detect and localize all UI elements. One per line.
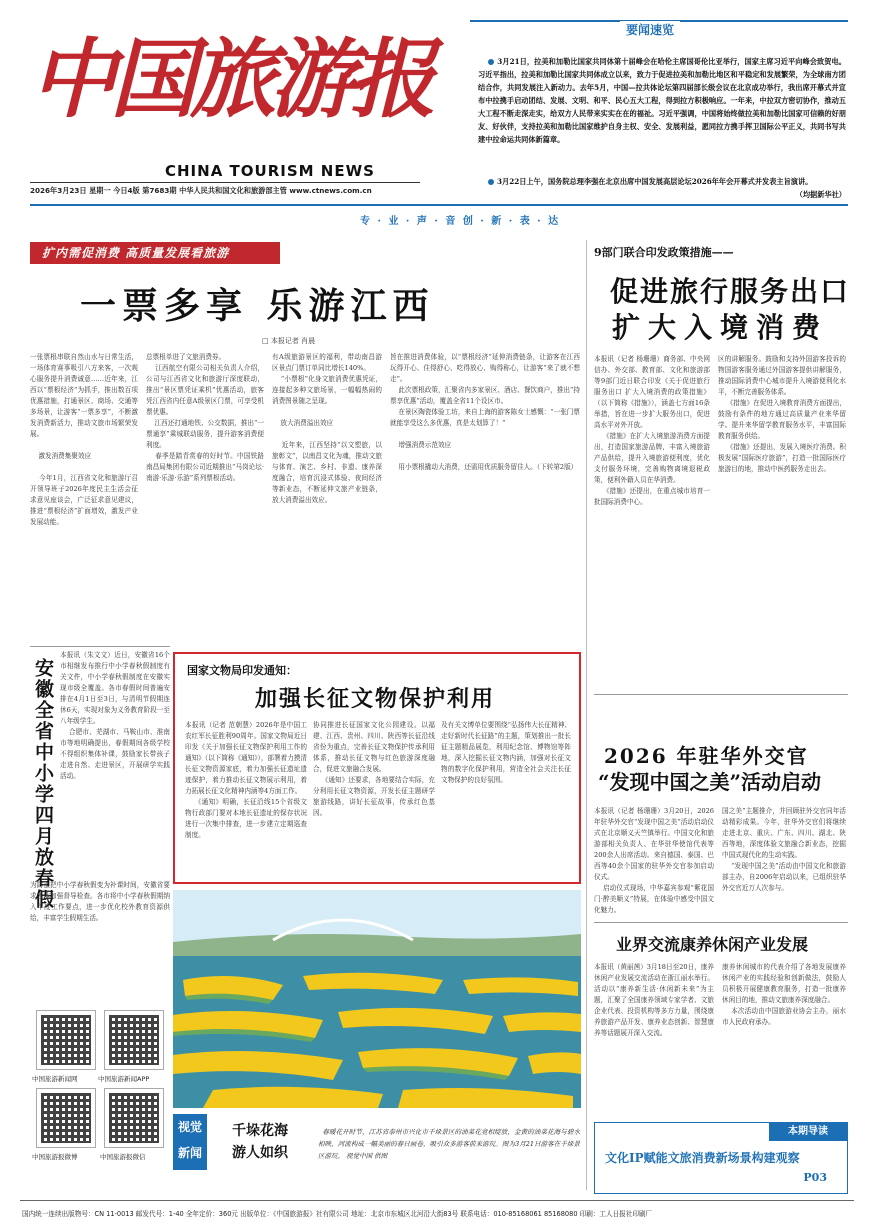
heritage-col3: 及有关文博单位要围绕“弘扬伟大长征精神、走好新时代长征路”的主题，策划推出一批长征主题精品展览，利用纪念馆、博物馆等阵地，深入挖掘长征文物内涵，加强对长征文物的数字化保护利用，营造全社会关注长征文物保护的良好氛围。: [441, 721, 571, 784]
news-brief-title: 要闻速览: [620, 21, 680, 38]
masthead-logo: [30, 10, 450, 160]
slogan: 专 · 业 · 声 · 音 创 · 新 · 表 · 达: [360, 216, 561, 227]
news-brief-item1: 3月21日，拉美和加勒比国家共同体第十届峰会在哈伦主席国哥伦比亚举行，国家主席习近平向峰会致贺电。习近平指出，拉美和加勒比国家共同体成立以来，致力于促进拉美和加勒比地区和平稳定和发展繁荣，为全球南方团结合作，共同发展注入新动力。去年5月，中国—拉共体论坛第四届部长级会议在北京成功举行，我出席开幕式并宣布中拉携手启动团结、发展、文明、和平、民心五大工程，得到拉方积极响应。一年来，中拉双方密切协作，推动五大工程不断走深走实，给双方人民带来实实在在的福祉。习近平强调，中国将始终做拉美和加勒比国家可信赖的好朋友、好伙伴，支持拉美和加勒比国家维护自身主权、安全、发展利益，愿同拉方携手挥卫国际公平正义，共同书写共建中拉命运共同体新篇章。: [478, 57, 846, 144]
qr-code[interactable]: [104, 1010, 164, 1070]
qr-caption: 中国旅游新闻APP: [98, 1075, 150, 1083]
heritage-col2: 协同推进长征国家文化公园建设。以福建、江西、贵州、四川、陕西等长征沿线省份为重点，完善长征文物保护传承利用体系，推动长征文物与红色旅游深度融合，促进文旅融合发展。 《通知》还要求，各地要结合实际，充分利用长征文物资源，开发长征主题研学旅游线路，讲好长征故事，传承红色基因。: [313, 721, 435, 817]
policy-col2: 区的讲解服务。鼓励和支持外国游客投诉的物国游客服务通过外国游客提供讲解服务，推动国际消费中心城市提升入境游便利化水平，不断完善服务体系。 《措施》在促进入境教育消费方面提出，鼓励有条件的地方通过高质量产业来华留学。提升来华留学教育服务水平，丰富国际教育服务供给。 《措施》还提出，发展入境医疗消费。积极发展“国际医疗旅游”，打造一批国际医疗旅游目的地，推动中医药服务走出去。: [718, 355, 846, 473]
headline-col4: 旨在推进消费体验，以“票根经济”延伸消费链条，让游客在江西玩得开心、住得舒心、吃得放心、购得称心，让游客“来了就不想走”。 此次票根政策，汇聚省内多家景区、酒店、餐饮商户，推出“持票享优惠”活动，覆盖全省11个设区市。 在景区陶瓷体验工坊，来自上海的游客陈女士感慨：“一张门票就能享受这么多优惠，真是太划算了！” 增强消费示范效应 用小票根撬动大消费，还需用优质服务留住人。（下转第2版）: [390, 353, 580, 471]
diplomat-col1: 本报讯（记者 杨珊珊）3月20日，2026年驻华外交官“发现中国之美”活动启动仪式在北京顺义天竺镇举行。中国文化和旅游部相关负责人、在华驻华使馆代表等200余人出席活动。来自德国、泰国、巴西等40余个国家的驻华外交官参加启动仪式。 启动仪式现场，中华嘉宾参观“紫花国门·醉美顺义”特展，在体验中感受中国文化魅力。: [594, 807, 714, 914]
wellness-col1: 本报讯（黄丽茜）3月18日至20日，康养休闲产业发展交流活动在浙江丽水举行。活动以“康养新生活·休闲新未来”为主题，汇聚了全国康养领域专家学者、文旅企业代表、投资机构等多方力量，围绕康养旅游产品开发、康养业态创新、智慧康养等话题展开深入交流。: [594, 963, 714, 1037]
qr-code[interactable]: [104, 1088, 164, 1148]
wellness-title: 业界交流康养休闲产业发展: [616, 935, 809, 954]
photo-caption: 春暖花开时节，江苏省泰州市兴化市千垛景区的油菜花竞相绽放，金黄的油菜花海与碧水相映，河流构成一幅美丽的春日画卷，吸引众多游客前来游玩。图为3月21日游客在千垛景区游玩。 视觉中国 供图: [318, 1128, 581, 1160]
diplomat-col2: 国之美”主题推介，并回顾驻外交官同年活动精彩成果。今年，驻华外交官们将继续走进北京、重庆、广东、四川、湖北、陕西等地，深度体验文旅融合新业态，挖掘中国式现代化的生动实践。 “发现中国之美”活动由中国文化和旅游部主办，自2006年启动以来，已组织驻华外交官近万人次参与。: [722, 807, 846, 892]
guide-page[interactable]: P03: [803, 1171, 827, 1184]
photo-feature-title: 千垛花海 游人如织: [232, 1123, 288, 1161]
anhui-col2: 为防止把中小学春秋假变为补课时间，安徽省要求各地加强督导检查。各市将中小学春秋假期纳入年度工作要点，进一步优化校外教育资源供给，丰富学生假期生活。: [30, 881, 170, 922]
heritage-box: [173, 652, 581, 884]
anhui-col1: 本报讯（朱文文）近日，安徽省16个市相继发布推行中小学春秋假制度有关文件，中小学春秋假制度在安徽实现市级全覆盖。各市春假时间普遍安排在4月1日至3日，与清明节假期连休6天，实现对象为义务教育阶段一至八年级学生。 合肥市、芜湖市、马鞍山市、淮南市等地明确提出，春假期间各级学校不得组织集体补课，鼓励家长带孩子走进自然、走进景区，开展研学实践活动。: [60, 651, 171, 780]
logo-en: CHINA TOURISM NEWS: [165, 162, 375, 180]
section-banner: 扩内需促消费 高质量发展看旅游: [30, 242, 280, 264]
headline-col3: 有A级旅游景区的福利，带动南昌游区景点门票订单同比增长140%。 “小票根”化身文旅消费优惠凭证，连接起多种文旅场景，一幅幅热闹的消费图景随之呈现。 放大消费溢出效应 近年来，江西坚持“以文塑旅，以旅彰文”，以南昌文化为魂，推动文旅与体育、演艺、乡村、非遗、康养深度融合，培育沉浸式体验、夜间经济等新业态，不断延伸文旅产业链条，放大消费溢出效应。: [272, 353, 382, 504]
bullet-icon: [488, 179, 494, 185]
logo-cn: 中国旅游报: [30, 29, 430, 130]
photo-feature-tag: 视觉 新闻: [173, 1114, 207, 1170]
dateline: 2026年3月23日 星期一 今日4版 第7683期 中华人民共和国文化和旅游部主管 www.ctnews.com.cn: [30, 186, 372, 195]
qr-caption: 中国旅游报微信: [100, 1153, 146, 1161]
footer-info: 国内统一连续出版物号：CN 11-0013 邮发代号：1-40 全年定价：360元 出版单位：《中国旅游报》社有限公司 地址：北京市东城区北河沿大街83号 联系电话：010-85168061 85168080 印刷：工人日报社印刷厂: [22, 1210, 653, 1218]
headline-title: 一票多享 乐游江西: [80, 285, 435, 327]
headline-col2: 总票根单进了文旅消费券。 江西航空有限公司相关负责人介绍，公司与江西省文化和旅游厅深度联动，推出“景区票凭证乘机”优惠活动，旅客凭江西省内任意A级景区门票，可享受机票优惠。 江西还打通地铁、公交数据，推出“一票通享”乘城联动服务，提升游客消费便利度。 春季是踏青赏春的好时节。中国铁路南昌局集团有限公司近期推出“马岗论坛·南游·乐游·乐游”系列票根活动。: [146, 353, 264, 482]
qr-code[interactable]: [36, 1088, 96, 1148]
news-brief: [470, 20, 848, 199]
heritage-title: 加强长征文物保护利用: [255, 686, 496, 712]
policy-title-line2: 扩大入境消费: [612, 311, 829, 344]
qr-caption: 中国旅游报微博: [32, 1153, 78, 1161]
policy-title-line1: 促进旅行服务出口: [610, 275, 851, 308]
anhui-title: 安徽全省中小学四月放春假: [32, 658, 54, 910]
diplomat-title-line1: 2026 年驻华外交官: [604, 744, 809, 768]
flower-field-illustration: [173, 890, 581, 1108]
qr-caption: 中国旅游新闻网: [32, 1075, 78, 1083]
heritage-col1: 本报讯（记者 范朝慧）2026年是中国工农红军长征胜利90周年。国家文物局近日印发《关于加强长征文物保护利用工作的通知》（以下简称《通知》），部署着力摸清长征文物资源家底，着力加强长征遗址遗迹保护，着力推动长征文物展示利用，着力拓展长征文化精神内涵等4方面工作。 《通知》明确，长征沿线15个省级文物行政部门要对本地长征遗址的保存状况进行一次集中排查，进一步建立定期巡查制度。: [185, 721, 307, 839]
guide-item[interactable]: 文化IP赋能文旅消费新场景构建观察: [605, 1151, 800, 1165]
wellness-col2: 康养休闲城市的代表介绍了各地发展康养休闲产业的实践经验和创新做法，鼓励人员积极开展健康教育服务，打造一批康养休闲目的地，推动文旅康养深度融合。 本次活动由中国旅游业协会主办，丽水市人民政府承办。: [722, 963, 846, 1026]
heritage-kicker: 国家文物局印发通知：: [187, 664, 297, 677]
diplomat-title-line2: “发现中国之美”活动启动: [598, 770, 822, 794]
qr-code[interactable]: [36, 1010, 96, 1070]
bullet-icon: [488, 59, 494, 65]
guide-label: 本期导读: [769, 1123, 847, 1141]
headline-byline: □ 本报记者 肖晨: [262, 337, 316, 345]
guide-box[interactable]: [594, 1122, 848, 1194]
news-brief-item2: 3月22日上午，国务院总理李强在北京出席中国发展高层论坛2026年年会开幕式并发表主旨演讲。 （均据新华社）: [478, 162, 846, 188]
photo-flower-fields: [173, 890, 581, 1108]
policy-col1: 本报讯（记者 杨珊珊）商务部、中央网信办、外交部、教育部、文化和旅游部等9部门近日联合印发《关于促进旅行服务出口 扩大入境消费的政策措施》（以下简称《措施》），涵盖七方面16条举措，旨在进一步扩大服务出口，促进高水平对外开放。 《措施》在扩大入境旅游消费方面提出，打造国家旅游品牌，丰富入境旅游产品供给，提升入境旅游便利度，优化支付服务环境，完善购物离境退税政策，便利外籍人员在华消费。 《措施》还提出，在重点城市培育一批国际消费中心。: [594, 355, 710, 506]
headline-col1: 一张票根串联自然山水与日常生活，一场体育赛事吸引八方来客，一次观心服务提升消费诚意……近年来，江西以“票根经济”为抓手，推出数百项优惠措施，打通景区、商场、交通等多场景，让游客“一票多享”，不断激发消费新活力，推动文旅市场繁荣发展。 激发消费集聚效应 今年1月，江西省文化和旅游厅召开领导班子2026年度民主生活会征求意见座谈会，广泛征求意见建议，推进“票根经济”扩面增效，激发产业发展动能。: [30, 353, 138, 526]
policy-kicker: 9部门联合印发政策措施——: [594, 246, 734, 259]
